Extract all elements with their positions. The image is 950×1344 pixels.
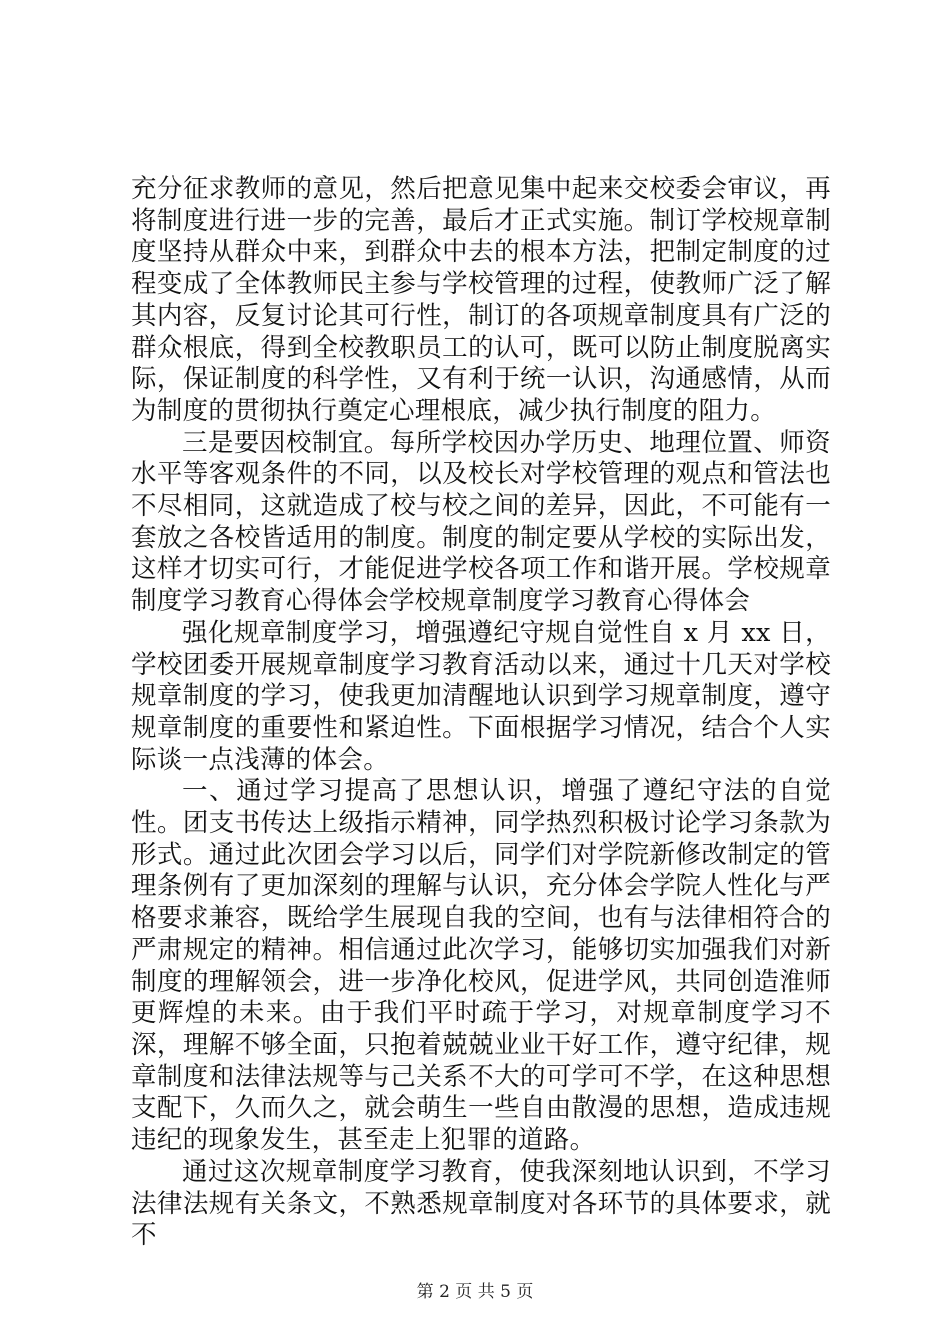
page-footer [0, 1282, 950, 1302]
paragraph-2: 三是要因校制宜。每所学校因办学历史、地理位置、师资水平等客观条件的不同，以及校长对学校管理的观点和管法也不尽相同，这就造成了校与校之间的差异，因此，不可能有一套放之各校皆适用的制度。制度的制定要从学校的实际出发，这样才切实可行，才能促进学校各项工作和谐开展。学校规章制度学习教育心得体会学校规章制度学习教育心得体会 [131, 427, 831, 617]
paragraph-3: 强化规章制度学习，增强遵纪守规自觉性自 x 月 xx 日，学校团委开展规章制度学习教育活动以来，通过十几天对学校规章制度的学习，使我更加清醒地认识到学习规章制度，遵守规章制度的重要性和紧迫性。下面根据学习情况，结合个人实际谈一点浅薄的体会。 [131, 617, 831, 775]
page-number-label: 第 2 页 共 5 页 [416, 1282, 534, 1302]
body-text [131, 174, 831, 1252]
paragraph-1: 充分征求教师的意见，然后把意见集中起来交校委会审议，再将制度进行进一步的完善，最后才正式实施。制订学校规章制度坚持从群众中来，到群众中去的根本方法，把制定制度的过程变成了全体教师民主参与学校管理的过程，使教师广泛了解其内容，反复讨论其可行性，制订的各项规章制度具有广泛的群众根底，得到全校教职员工的认可，既可以防止制度脱离实际，保证制度的科学性，又有利于统一认识，沟通感情，从而为制度的贯彻执行奠定心理根底，减少执行制度的阻力。 [131, 174, 831, 426]
paragraph-5: 通过这次规章制度学习教育，使我深刻地认识到，不学习法律法规有关条文，不熟悉规章制度对各环节的具体要求，就不 [131, 1156, 831, 1251]
paragraph-4: 一、通过学习提高了思想认识，增强了遵纪守法的自觉性。团支书传达上级指示精神，同学热烈积极讨论学习条款为形式。通过此次团会学习以后，同学们对学院新修改制定的管理条例有了更加深刻的理解与认识，充分体会学院人性化与严格要求兼容，既给学生展现自我的空间，也有与法律相符合的严肃规定的精神。相信通过此次学习，能够切实加强我们对新制度的理解领会，进一步净化校风，促进学风，共同创造淮师更辉煌的未来。由于我们平时疏于学习，对规章制度学习不深，理解不够全面，只抱着兢兢业业干好工作，遵守纪律，规章制度和法律法规等与己关系不大的可学可不学，在这种思想支配下，久而久之，就会萌生一些自由散漫的思想，造成违规违纪的现象发生，甚至走上犯罪的道路。 [131, 776, 831, 1156]
